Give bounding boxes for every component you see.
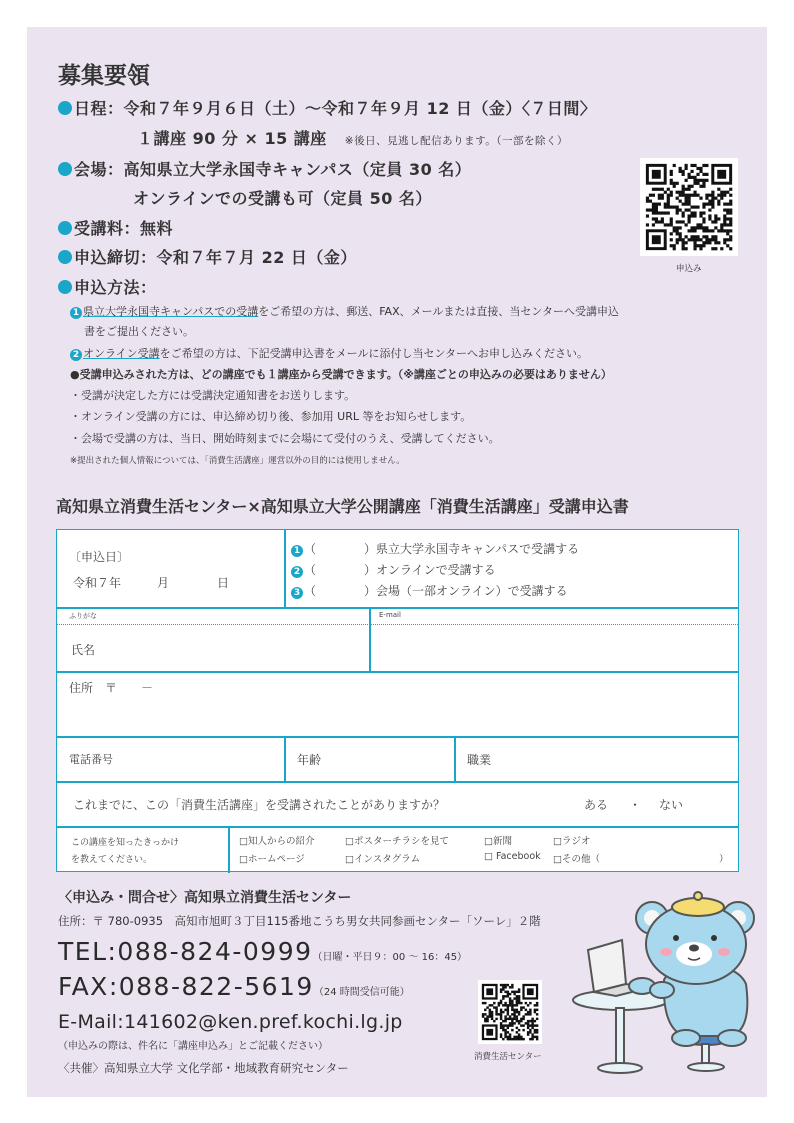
trigger-label: この講座を知ったきっかけ <box>71 838 180 848</box>
deadline-line: 申込締切：令和７年７月 22 日（金） <box>58 245 357 268</box>
email-field[interactable] <box>375 626 735 670</box>
number-2-icon: 2 <box>70 349 82 361</box>
answer-yes[interactable]: ある <box>584 798 609 812</box>
tel-number[interactable]: TEL:088-824-0999 <box>58 937 313 966</box>
number-1-icon: 1 <box>291 545 303 557</box>
age-label: 年齢 <box>297 753 322 767</box>
contact-address: 住所：〒 780-0935 高知市旭町３丁目115番地こうち男女共同参画センター「ソーレ」２階 <box>58 914 541 928</box>
divider <box>454 736 456 781</box>
number-1-icon: 1 <box>70 307 82 319</box>
furigana-label: ふりがな <box>69 612 97 620</box>
method-title: 申込方法： <box>58 275 157 298</box>
apply-date-field[interactable]: 令和７年 月 日 <box>73 576 230 590</box>
option-campus[interactable]: 1 （ ）県立大学永国寺キャンパスで受講する <box>291 540 579 557</box>
divider <box>57 624 738 625</box>
email-note: （申込みの際は、件名に「講座申込み」とご記載ください） <box>58 1041 328 1052</box>
apply-date-label: 〔申込日〕 <box>69 550 130 564</box>
checkbox-poster[interactable]: □ポスターチラシを見て <box>345 836 449 847</box>
checkbox-homepage[interactable]: □ホームページ <box>239 854 305 865</box>
option-online[interactable]: 2 （ ）オンラインで受講する <box>291 561 496 578</box>
experience-question: これまでに、この「消費生活講座」を受講されたことがありますか？ <box>73 798 446 812</box>
divider <box>284 530 286 607</box>
tel-line: TEL:088-824-0999（日曜・平日９：00 ～ 16：45） <box>58 937 468 966</box>
answer-separator: ・ <box>629 798 642 812</box>
divider <box>284 736 286 781</box>
bear-mascot-icon <box>566 888 762 1078</box>
phone-label: 電話番号 <box>69 753 113 766</box>
schedule-detail: １講座 90 分 × 15 講座 ※後日、見逃し配信あります。（一部を除く） <box>137 129 569 148</box>
fax-number: FAX:088-822-5619 <box>58 972 314 1001</box>
cohost: 〈共催〉高知県立大学 文化学部・地域教育研究センター <box>58 1061 349 1075</box>
answer-no[interactable]: ない <box>659 798 684 812</box>
qr-center-caption: 消費生活センター <box>474 1052 542 1062</box>
form-title: 高知県立消費生活センター×高知県立大学公開講座「消費生活講座」受講申込書 <box>56 497 629 516</box>
bullet-dot-icon <box>58 162 72 176</box>
bullet-dot-icon <box>58 250 72 264</box>
checkbox-acquaintance[interactable]: □知人からの紹介 <box>239 836 315 847</box>
method-1: 1 県立大学永国寺キャンパスでの受講をご希望の方は、郵送、FAX、メールまたは直接、当センターへ受講申込 <box>70 303 619 319</box>
venue-online: オンラインでの受講も可（定員 50 名） <box>133 189 432 208</box>
method-bullet-1: ・受講が決定した方には受講決定通知書をお送りします。 <box>70 389 356 402</box>
other-close-paren: ） <box>719 854 729 865</box>
address-field[interactable] <box>67 696 727 732</box>
divider <box>57 826 738 828</box>
divider <box>228 826 230 873</box>
divider <box>57 736 738 738</box>
method-bullet-2: ・オンライン受講の方には、申込締め切り後、参加用 URL 等をお知らせします。 <box>70 410 472 423</box>
number-3-icon: 3 <box>291 587 303 599</box>
privacy-note: ※提出された個人情報については、「消費生活講座」運営以外の目的には使用しません。 <box>70 456 405 466</box>
fee-line: 受講料：無料 <box>58 216 173 239</box>
method-2: 2 オンライン受講をご希望の方は、下記受講申込書をメールに添付し当センターへお申し込みください。 <box>70 345 588 361</box>
divider <box>57 607 738 609</box>
option-venue[interactable]: 3 （ ）会場（一部オンライン）で受講する <box>291 582 568 599</box>
qr-code-center-icon[interactable] <box>478 980 542 1044</box>
number-2-icon: 2 <box>291 566 303 578</box>
contact-title: 〈申込み・問合せ〉高知県立消費生活センター <box>58 890 352 906</box>
checkbox-newspaper[interactable]: □新聞 <box>484 836 512 847</box>
fax-line: FAX:088-822-5619（24 時間受信可能） <box>58 972 410 1001</box>
qr-code-apply-icon[interactable] <box>640 158 738 256</box>
method-1-cont: 書をご提出ください。 <box>84 325 194 338</box>
name-label: 氏名 <box>71 643 96 657</box>
address-label: 住所 〒 － <box>69 681 154 695</box>
trigger-label: を教えてください。 <box>71 855 153 865</box>
email-link[interactable]: E-Mail:141602@ken.pref.kochi.lg.jp <box>58 1011 403 1033</box>
method-bullet-3: ・会場で受講の方は、当日、開始時刻までに会場にて受付のうえ、受講してください。 <box>70 432 500 445</box>
name-field[interactable] <box>113 626 363 670</box>
bullet-dot-icon <box>58 101 72 115</box>
application-form <box>56 529 739 872</box>
schedule-line: 日程：令和７年９月６日（土）～令和７年９月 12 日（金）〈７日間〉 <box>58 96 596 119</box>
bullet-dot-icon <box>58 280 72 294</box>
bullet-dot-icon <box>58 221 72 235</box>
job-label: 職業 <box>467 753 492 767</box>
venue-line: 会場：高知県立大学永国寺キャンパス（定員 30 名） <box>58 157 471 180</box>
divider <box>369 607 371 671</box>
divider <box>57 781 738 783</box>
qr-apply-caption: 申込み <box>676 264 702 274</box>
method-note-bold: ●受講申込みされた方は、どの講座でも１講座から受講できます。（※講座ごとの申込みの必要はありません） <box>70 368 612 381</box>
checkbox-facebook[interactable]: □ Facebook <box>484 851 541 862</box>
checkbox-instagram[interactable]: □インスタグラム <box>345 854 421 865</box>
page-title: 募集要領 <box>58 63 150 89</box>
divider <box>57 671 738 673</box>
checkbox-radio[interactable]: □ラジオ <box>553 836 591 847</box>
checkbox-other[interactable]: □その他（ <box>553 854 600 865</box>
email-label: E-mail <box>379 611 401 619</box>
